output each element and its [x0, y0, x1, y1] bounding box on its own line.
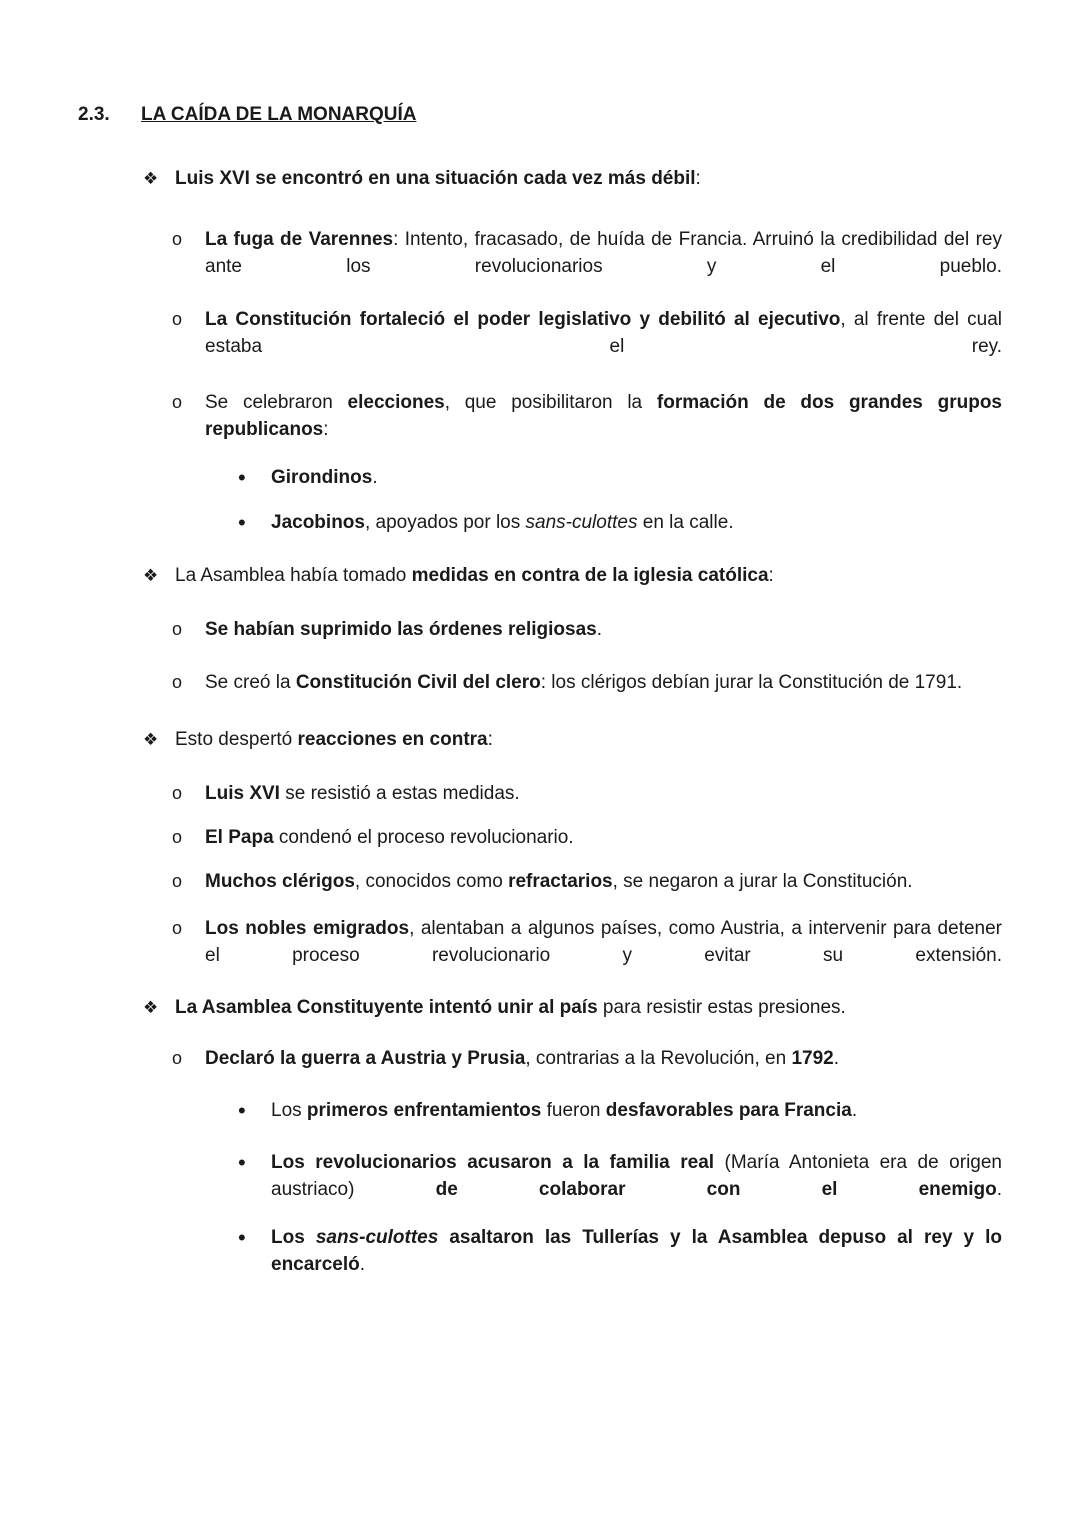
diamond-bullet-icon: ❖ — [143, 169, 159, 188]
circle-bullet-icon: o — [172, 309, 183, 329]
item-clerigos: Muchos clérigos, conocidos como refractarios, se negaron a jurar la Constitución. — [205, 871, 913, 892]
dot-bullet-icon: • — [238, 510, 246, 535]
dot-bullet-icon: • — [238, 1150, 246, 1175]
circle-bullet-icon: o — [172, 871, 183, 891]
item-guerra: Declaró la guerra a Austria y Prusia, contrarias a la Revolución, en 1792. — [205, 1048, 840, 1069]
dot-bullet-icon: • — [238, 465, 246, 490]
diamond-bullet-icon: ❖ — [143, 566, 159, 585]
item-ordenes: Se habían suprimido las órdenes religiosas. — [205, 619, 603, 640]
item-constitucion: La Constitución fortaleció el poder legislativo y debilitó al ejecutivo, al frente del cual estaba el rey. — [205, 309, 1002, 357]
circle-bullet-icon: o — [172, 783, 183, 803]
item-girondinos: Girondinos. — [271, 467, 378, 488]
circle-bullet-icon: o — [172, 827, 183, 847]
circle-bullet-icon: o — [172, 619, 183, 639]
section-number: 2.3. — [78, 104, 110, 125]
point-reacciones: Esto despertó reacciones en contra: — [175, 729, 493, 750]
dot-bullet-icon: • — [238, 1225, 246, 1250]
item-acusaron: Los revolucionarios acusaron a la familia real (María Antonieta era de origen austriaco) de colaborar con el enemigo. — [271, 1152, 1003, 1200]
section-title: LA CAÍDA DE LA MONARQUÍA — [141, 104, 417, 125]
circle-bullet-icon: o — [172, 392, 183, 412]
item-el-papa: El Papa condenó el proceso revolucionario. — [205, 827, 574, 848]
dot-bullet-icon: • — [238, 1098, 246, 1123]
point-asamblea: La Asamblea Constituyente intentó unir al país para resistir estas presiones. — [175, 997, 846, 1018]
diamond-bullet-icon: ❖ — [143, 730, 159, 749]
item-nobles-emigrados: Los nobles emigrados, alentaban a algunos países, como Austria, a intervenir para detener el proceso revolucionario y evitar su extensión. — [205, 918, 1003, 966]
item-luis-xvi-resistio: Luis XVI se resistió a estas medidas. — [205, 783, 520, 804]
item-enfrentamientos: Los primeros enfrentamientos fueron desfavorables para Francia. — [271, 1100, 858, 1121]
item-jacobinos: Jacobinos, apoyados por los sans-culottes en la calle. — [271, 512, 734, 533]
item-fuga-varennes: La fuga de Varennes: Intento, fracasado, de huída de Francia. Arruinó la credibilidad del rey ante los revolucionarios y el pueblo. — [205, 229, 1002, 277]
diamond-bullet-icon: ❖ — [143, 998, 159, 1017]
point-luis-xvi: Luis XVI se encontró en una situación cada vez más débil: — [175, 168, 701, 189]
circle-bullet-icon: o — [172, 672, 183, 692]
item-constitucion-civil: Se creó la Constitución Civil del clero: los clérigos debían jurar la Constitución de 1791. — [205, 672, 963, 693]
section-heading — [78, 104, 416, 126]
circle-bullet-icon: o — [172, 229, 183, 249]
circle-bullet-icon: o — [172, 1048, 183, 1068]
item-tullerias: Los sans-culottes asaltaron las Tullerías y la Asamblea depuso al rey y lo encarceló. — [271, 1227, 1002, 1275]
circle-bullet-icon: o — [172, 918, 183, 938]
point-iglesia: La Asamblea había tomado medidas en contra de la iglesia católica: — [175, 565, 774, 586]
item-elecciones: Se celebraron elecciones, que posibilitaron la formación de dos grandes grupos republicanos: — [205, 392, 1003, 440]
